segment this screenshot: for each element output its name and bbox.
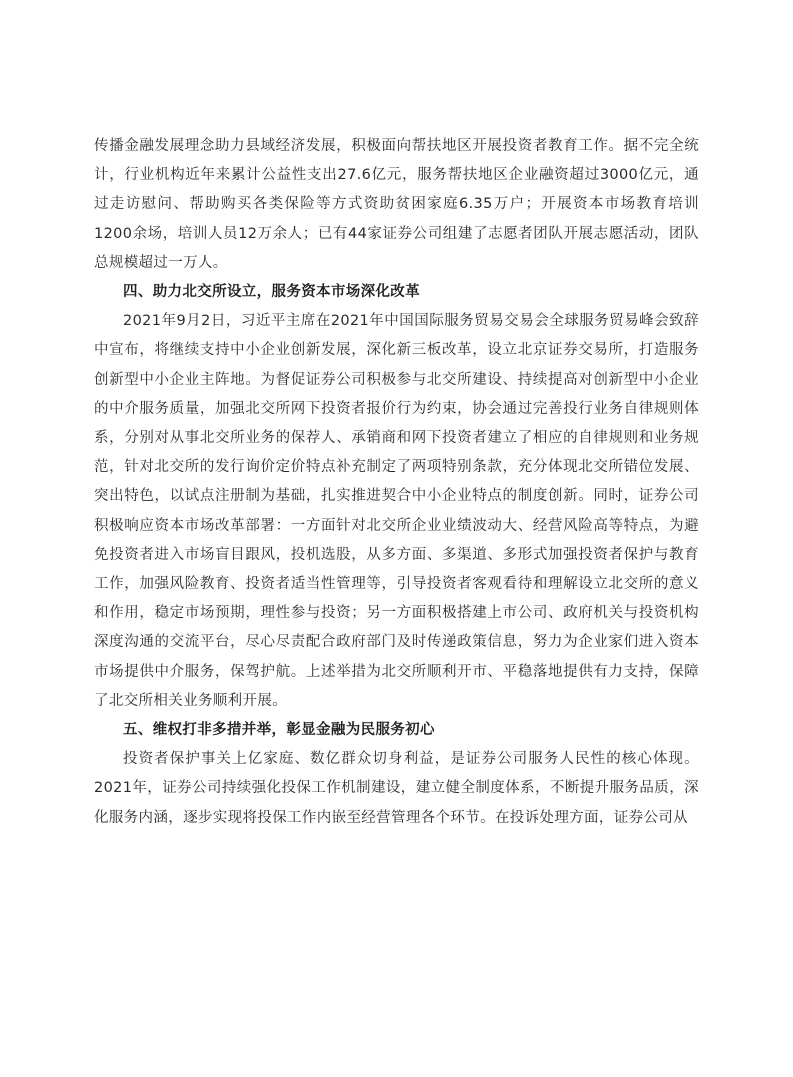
section-heading-four: 四、助力北交所设立，服务资本市场深化改革 bbox=[123, 284, 420, 301]
section-heading-five: 五、维权打非多措并举，彰显金融为民服务初心 bbox=[123, 722, 435, 739]
paragraph-beijing-stock-exchange: 2021年9月2日，习近平主席在2021年中国国际服务贸易交易会全球服务贸易峰会致辞中宣布，将继续支持中小企业创新发展，深化新三板改革，设立北京证券交易所，打造服务创新型中小企业主阵地。为督促证券公司积极参与北交所建设、持续提高对创新型中小企业的中介服务质量，加强北交所网下投资者报价行为约束，协会通过完善投行业务自律规则体系，分别对从事北交所业务的保荐人、承销商和网下投资者建立了相应的自律规则和业务规范，针对北交所的发行询价定价特点补充制定了两项特别条款，充分体现北交所错位发展、突出特色，以试点注册制为基础，扎实推进契合中小企业特点的制度创新。同时，证券公司积极响应资本市场改革部署：一方面针对北交所企业业绩波动大、经营风险高等特点，为避免投资者进入市场盲目跟风，投机选股，从多方面、多渠道、多形式加强投资者保护与教育工作，加强风险教育、投资者适当性管理等，引导投资者客观看待和理解设立北交所的意义和作用，稳定市场预期，理性参与投资；另一方面积极搭建上市公司、政府机关与投资机构深度沟通的交流平台，尽心尽责配合政府部门及时传递政策信息，努力为企业家们进入资本市场提供中介服务，保驾护航。上述举措为北交所顺利开市、平稳落地提供有力支持，保障了北交所相关业务顺利开展。 bbox=[94, 313, 699, 709]
document-body bbox=[94, 132, 699, 833]
paragraph-poverty-alleviation-stats: 传播金融发展理念助力县域经济发展，积极面向帮扶地区开展投资者教育工作。据不完全统计，行业机构近年来累计公益性支出27.6亿元，服务帮扶地区企业融资超过3000亿元，通过走访慰问、帮助购买各类保险等方式资助贫困家庭6.35万户；开展资本市场教育培训1200余场，培训人员12万余人；已有44家证券公司组建了志愿者团队开展志愿活动，团队总规模超过一万人。 bbox=[94, 138, 699, 271]
paragraph-investor-protection: 投资者保护事关上亿家庭、数亿群众切身利益，是证券公司服务人民性的核心体现。2021年，证券公司持续强化投保工作机制建设，建立健全制度体系，不断提升服务品质，深化服务内涵，逐步实现将投保工作内嵌至经营管理各个环节。在投诉处理方面，证券公司从 bbox=[94, 751, 699, 826]
